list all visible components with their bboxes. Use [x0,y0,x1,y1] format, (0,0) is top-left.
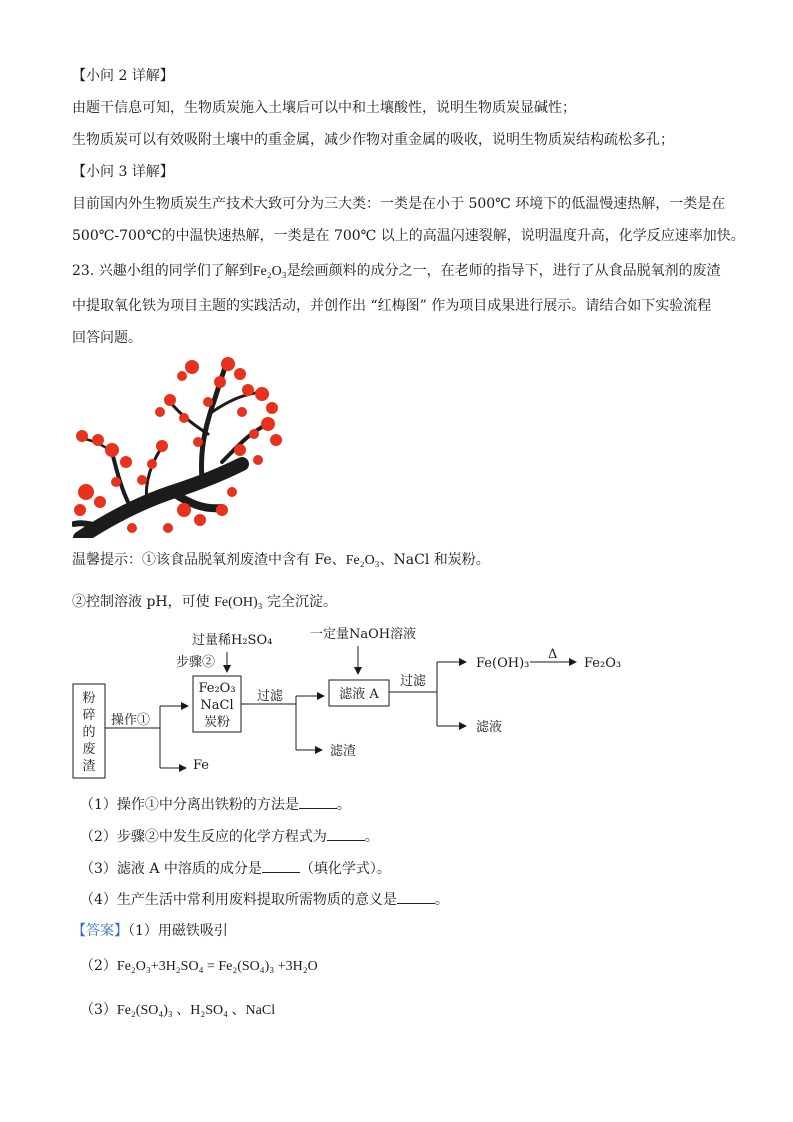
q23-line1-a: 23. 兴趣小组的同学们了解到 [72,263,253,279]
box1-char-2: 碎 [82,708,96,723]
sec3-line1: 目前国内外生物质炭生产技术大致可分为三大类：一类是在小于 500℃ 环境下的低温慢速热解，一类是在 [72,196,726,212]
plum-blossom-image [72,352,286,538]
answer-blank-3 [262,860,300,873]
box1-char-5: 渣 [82,759,96,774]
tip-2 [72,592,337,613]
answer-3-prefix: （3） [80,1002,117,1018]
label-reagent2: 一定量NaOH溶液 [310,627,417,642]
sec3-line2: 500℃-700℃的中温快速热解，一类是在 700℃ 以上的高温闪速裂解，说明温度升高，化学反应速率加快。 [72,228,745,244]
label-reagent1: 过量稀H₂SO₄ [192,633,273,648]
answer-blank-4 [397,891,435,904]
box1-char-4: 废 [82,742,96,757]
label-op1: 操作① [111,713,151,728]
answer-2 [80,956,318,977]
tip-1-b: 、NaCl 和炭粉。 [379,552,490,568]
answer-blank-1 [299,796,337,809]
question-2-text: （2）步骤②中发生反应的化学方程式为 [80,829,327,845]
label-filtrate: 滤液 [476,720,503,735]
question-2-end: 。 [364,829,379,845]
q23-line1 [72,261,721,282]
q23-fe2o3: Fe₂O₃ [252,264,287,279]
tip-2-a: ②控制溶液 pH，可使 [72,594,215,610]
label-residue: 滤渣 [330,744,357,759]
tip-1 [72,550,490,571]
label-fe: Fe [193,758,210,773]
tip-2-b: 完全沉淀。 [262,594,337,610]
sec2-line2: 生物质炭可以有效吸附土壤中的重金属，减少作物对重金属的吸收，说明生物质炭结构疏松多孔； [72,132,674,148]
answer-1-text: （1）用磁铁吸引 [128,923,228,939]
question-4 [80,890,449,910]
label-filter1: 过滤 [257,689,284,704]
answer-3-formulas: Fe₂(SO₄)₃ 、H₂SO₄ 、NaCl [116,1003,276,1018]
box2-line1: Fe₂O₃ [198,681,236,696]
answer-3 [80,1000,275,1021]
question-4-text: （4）生产生活中常利用废料提取所需物质的意义是 [80,892,397,908]
label-feoh3: Fe(OH)₃ [476,656,530,671]
answer-2-equation: Fe₂O₃+3H₂SO₄ = Fe₂(SO₄)₃ +3H₂O [116,959,318,974]
sec3-label: 【小问 3 详解】 [72,164,174,180]
q23-line2: 中提取氧化铁为项目主题的实践活动，并创作出 “红梅图” 作为项目成果进行展示。请结合如下实验流程 [72,298,712,314]
answer-2-prefix: （2） [80,958,117,974]
tip-2-feoh3: Fe(OH)₃ [214,595,263,610]
blossoms [74,357,282,533]
answer-label: 【答案】 [72,923,128,939]
box3-label: 滤液 A [339,687,379,702]
tip-1-fe2o3: Fe₂O₃ [345,553,380,568]
question-3-text: （3）滤液 A 中溶质的成分是 [80,861,262,877]
box2-line3: 炭粉 [203,715,231,730]
question-4-end: 。 [434,892,449,908]
question-1-text: （1）操作①中分离出铁粉的方法是 [80,797,299,813]
q23-line3: 回答问题。 [72,330,142,346]
question-3-tail: （填化学式）。 [299,861,391,877]
label-filter2: 过滤 [400,674,427,689]
answer-blank-2 [327,828,365,841]
label-fe2o3: Fe₂O₃ [584,656,622,671]
box2-line2: NaCl [200,698,234,713]
q23-line1-b: 是绘画颜料的成分之一，在老师的指导下，进行了从食品脱氧剂的废渣 [286,263,721,279]
question-1-end: 。 [336,797,351,813]
box1-char-1: 粉 [82,691,96,706]
question-3 [80,859,391,879]
sec2-line1: 由题干信息可知，生物质炭施入土壤后可以中和土壤酸性，说明生物质炭显碱性； [72,100,576,116]
question-1 [80,795,351,815]
box1-char-3: 的 [82,725,96,740]
tip-1-a: 温馨提示：①该食品脱氧剂废渣中含有 Fe、 [72,552,346,568]
question-2 [80,827,379,847]
sec2-label: 【小问 2 详解】 [72,68,174,84]
label-step2: 步骤② [176,655,216,670]
process-flowchart [0,622,793,792]
answer-1 [72,921,228,941]
label-delta: Δ [548,647,558,662]
